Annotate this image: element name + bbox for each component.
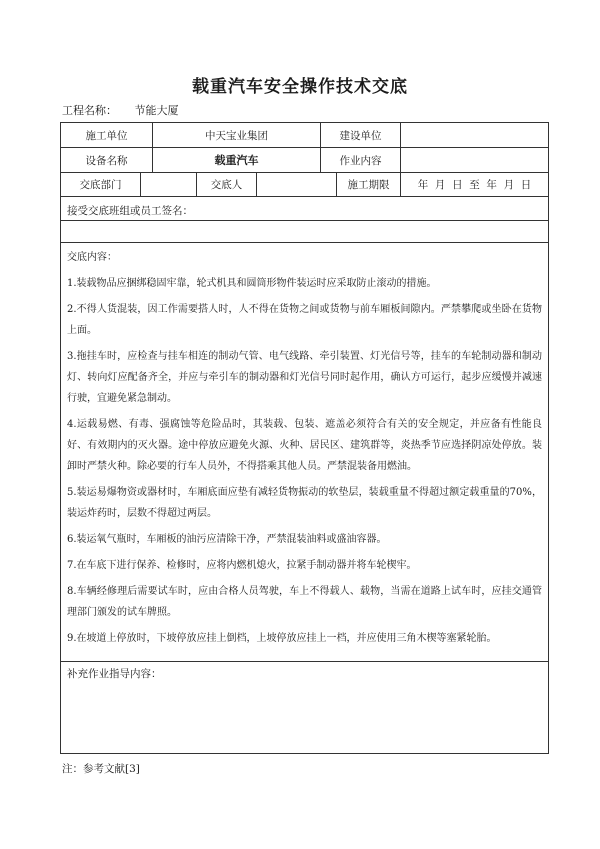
- signature-blank-row: [61, 221, 548, 243]
- work-content-label: 作业内容: [321, 148, 401, 172]
- content-item-4: 4.运载易燃、有毒、强腐蚀等危险品时，其装载、包装、遮盖必须符合有关的安全规定，并应备有性能良好、有效期内的灭火器。途中停放应避免火源、火种、居民区、建筑群等，炎热季节应选择阴凉处停放。装卸时严禁火种。除必要的行车人员外，不得搭乘其他人员。严禁混装备用燃油。: [67, 419, 542, 472]
- disclosure-form: [60, 122, 549, 754]
- equipment-value: 载重汽车: [153, 148, 321, 172]
- period-label: 施工期限: [337, 173, 401, 196]
- disclosure-content: [61, 243, 548, 662]
- department-label: 交底部门: [61, 173, 141, 196]
- project-name: 节能大厦: [134, 104, 179, 117]
- department-value: [141, 173, 197, 196]
- signature-row: [61, 197, 548, 221]
- project-line: [62, 102, 179, 118]
- row-equipment: [61, 148, 548, 173]
- content-item-6: 6.装运氧气瓶时，车厢板的油污应清除干净，严禁混装油料或盛油容器。: [67, 534, 387, 545]
- work-content-value: [401, 148, 548, 172]
- content-item-8: 8.车辆经修理后需要试车时，应由合格人员驾驶，车上不得载人、载物，当需在道路上试车时，应挂交通管理部门颁发的试车牌照。: [67, 586, 542, 618]
- row-construction-unit: [61, 123, 548, 148]
- project-label: 工程名称：: [62, 104, 117, 117]
- person-label: 交底人: [197, 173, 257, 196]
- construction-unit-label: 施工单位: [61, 123, 153, 147]
- content-item-1: 1.装载物品应捆绑稳固牢靠，轮式机具和圆筒形物件装运时应采取防止滚动的措施。: [67, 278, 437, 289]
- content-item-9: 9.在坡道上停放时，下坡停放应挂上倒档，上坡停放应挂上一档，并应使用三角木楔等塞紧轮胎。: [67, 633, 497, 644]
- content-item-3: 3.拖挂车时，应检查与挂车相连的制动气管、电气线路、牵引装置、灯光信号等，挂车的车轮制动器和制动灯、转向灯应配备齐全，并应与牵引车的制动器和灯光信号同时起作用，确认方可运行，起步应缓慢并减速行驶，宜避免紧急制动。: [67, 351, 542, 404]
- supplement-label: 补充作业指导内容：: [67, 668, 162, 680]
- content-heading: 交底内容：: [67, 252, 117, 263]
- owner-unit-label: 建设单位: [321, 123, 401, 147]
- person-value: [257, 173, 337, 196]
- signature-label: 接受交底班组或员工签名：: [67, 205, 193, 217]
- construction-unit-value: 中天宝业集团: [153, 123, 321, 147]
- content-item-5: 5.装运易爆物资或器材时，车厢底面应垫有减轻货物振动的软垫层，装载重量不得超过额定载重量的70%，装运炸药时，层数不得超过两层。: [67, 487, 542, 519]
- row-department: [61, 173, 548, 197]
- content-item-7: 7.在车底下进行保养、检修时，应将内燃机熄火，拉紧手制动器并将车轮楔牢。: [67, 560, 417, 571]
- period-value: 年 月 日 至 年 月 日: [417, 179, 532, 191]
- footnote: 注：参考文献[3]: [62, 763, 140, 775]
- content-item-2: 2.不得人货混装，因工作需要搭人时，人不得在货物之间或货物与前车厢板间隙内。严禁攀爬或坐卧在货物上面。: [67, 304, 542, 336]
- document-title: 载重汽车安全操作技术交底: [192, 77, 408, 97]
- owner-unit-value: [401, 123, 548, 147]
- equipment-label: 设备名称: [61, 148, 153, 172]
